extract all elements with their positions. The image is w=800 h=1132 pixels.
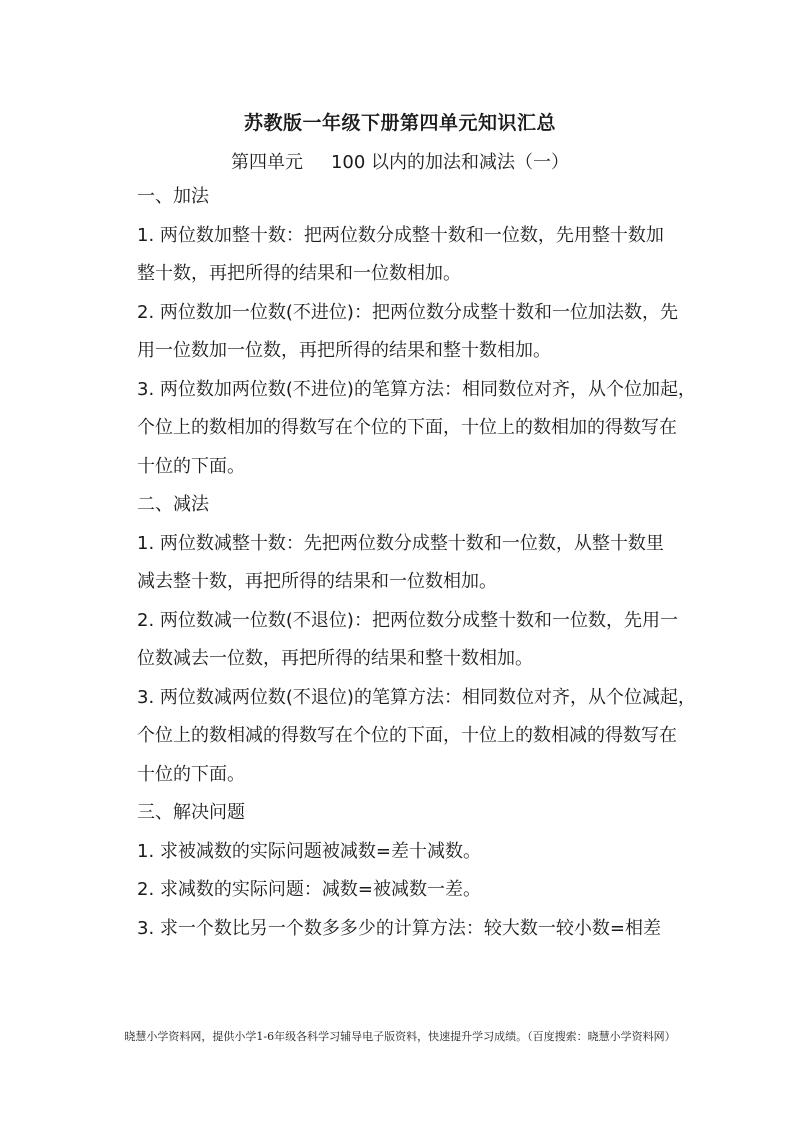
text-line: 个位上的数相减的得数写在个位的下面，十位上的数相减的得数写在 bbox=[137, 725, 677, 746]
section-heading-subtraction: 二、减法 bbox=[137, 494, 209, 515]
text-line: 3. 两位数减两位数(不退位)的笔算方法：相同数位对齐，从个位减起， bbox=[137, 686, 696, 708]
text-line: 1. 求被减数的实际问题被减数=差十减数。 bbox=[137, 840, 481, 862]
text-line: 1. 两位数加整十数：把两位数分成整十数和一位数，先用整十数加 bbox=[137, 224, 664, 246]
page-title: 苏教版一年级下册第四单元知识汇总 bbox=[243, 112, 556, 134]
text-line: 十位的下面。 bbox=[137, 455, 245, 477]
text-line: 整十数，再把所得的结果和一位数相加。 bbox=[137, 263, 461, 284]
page-subtitle bbox=[0, 148, 800, 174]
text-line: 2. 两位数加一位数(不进位)：把两位数分成整十数和一位加法数，先 bbox=[137, 301, 678, 323]
document-body bbox=[137, 178, 696, 948]
text-line: 1. 两位数减整十数：先把两位数分成整十数和一位数，从整十数里 bbox=[137, 532, 664, 554]
text-line: 十位的下面。 bbox=[137, 763, 245, 785]
text-line: 2. 求减数的实际问题：减数=被减数一差。 bbox=[137, 879, 481, 900]
text-line: 2. 两位数减一位数(不退位)：把两位数分成整十数和一位数，先用一 bbox=[137, 609, 678, 631]
section-heading-addition: 一、加法 bbox=[137, 186, 209, 207]
text-line: 位数减去一位数，再把所得的结果和整十数相加。 bbox=[137, 648, 533, 669]
text-line: 用一位数加一位数，再把所得的结果和整十数相加。 bbox=[137, 340, 551, 361]
subtitle-topic: 100 以内的加法和减法（一） bbox=[330, 152, 570, 173]
subtitle-unit: 第四单元 bbox=[230, 152, 303, 173]
section-heading-problem-solving: 三、解决问题 bbox=[137, 802, 245, 823]
text-line: 3. 两位数加两位数(不进位)的笔算方法：相同数位对齐，从个位加起， bbox=[137, 378, 696, 400]
text-line: 减去整十数，再把所得的结果和一位数相加。 bbox=[137, 571, 497, 592]
text-line: 3. 求一个数比另一个数多多少的计算方法：较大数一较小数=相差 bbox=[137, 917, 661, 939]
text-line: 个位上的数相加的得数写在个位的下面，十位上的数相加的得数写在 bbox=[137, 417, 677, 438]
page-footer: 晓慧小学资料网，提供小学1-6年级各科学习辅导电子版资料，快速提升学习成绩。（百度搜索：晓慧小学资料网） bbox=[124, 1030, 676, 1043]
